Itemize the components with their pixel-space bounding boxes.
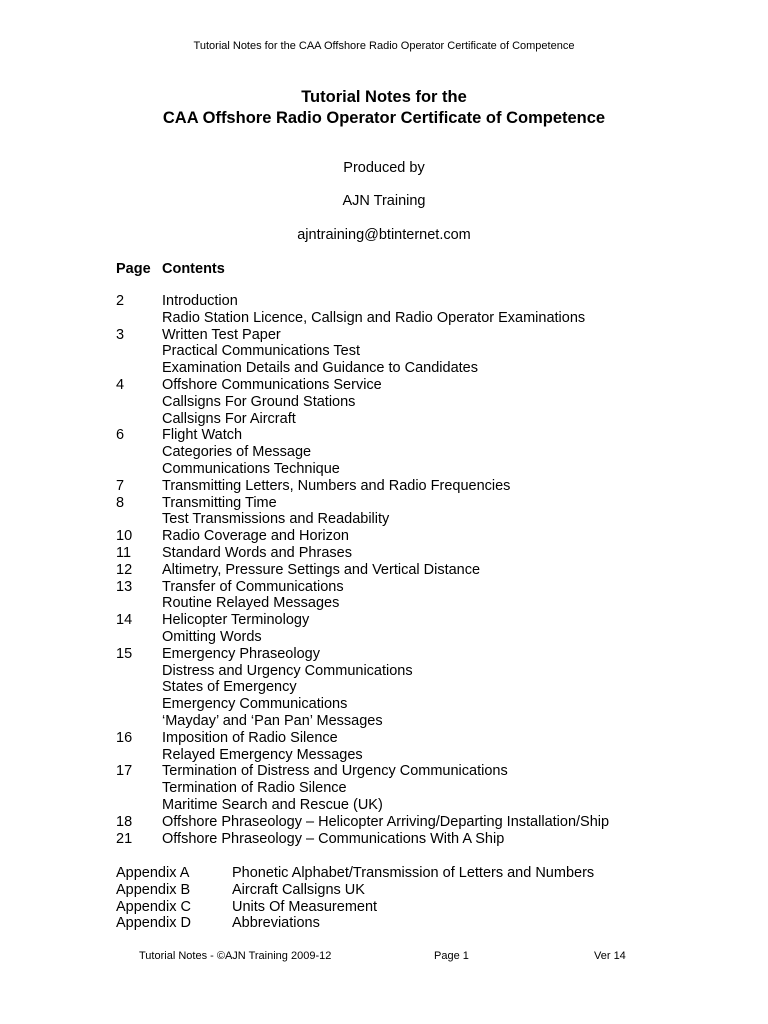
toc-entry-title: Offshore Phraseology – Helicopter Arriving/Departing Installation/Ship: [162, 813, 610, 830]
toc-page-number: 8: [116, 494, 125, 511]
toc-row: [116, 511, 676, 528]
toc-page-number: 17: [116, 763, 133, 780]
toc-entry-title: States of Emergency: [162, 679, 297, 696]
toc-row: [116, 780, 676, 797]
toc-entry-title: Relayed Emergency Messages: [162, 746, 363, 763]
toc-row: [116, 528, 676, 545]
toc-page-number: 11: [116, 544, 132, 561]
toc-page-number: [116, 411, 162, 428]
toc-entry-title: ‘Mayday’ and ‘Pan Pan’ Messages: [162, 712, 383, 729]
toc-page-number: 7: [116, 477, 125, 494]
toc-entry-title: Emergency Communications: [162, 696, 348, 713]
appendix-title: Abbreviations: [232, 915, 320, 932]
contents-list: [116, 293, 676, 847]
appendix-row: [116, 899, 676, 916]
toc-entry-title: Emergency Phraseology: [162, 645, 320, 662]
toc-entry-title: Practical Communications Test: [162, 343, 360, 360]
toc-row: [116, 293, 676, 310]
toc-page-number: [116, 747, 162, 764]
toc-entry-title: Termination of Distress and Urgency Communications: [162, 763, 508, 780]
toc-entry-title: Routine Relayed Messages: [162, 595, 340, 612]
document-title: [0, 87, 768, 129]
toc-entry-title: Distress and Urgency Communications: [162, 662, 413, 679]
toc-entry-title: Flight Watch: [162, 427, 243, 444]
toc-entry-title: Termination of Radio Silence: [162, 780, 347, 797]
appendix-row: [116, 865, 676, 882]
toc-page-number: 6: [116, 427, 125, 444]
toc-row: [116, 814, 676, 831]
toc-row: [116, 444, 676, 461]
toc-row: [116, 310, 676, 327]
toc-entry-title: Radio Station Licence, Callsign and Radio Operator Examinations: [162, 309, 586, 326]
toc-page-number: 21: [116, 830, 133, 847]
toc-entry-title: Test Transmissions and Readability: [162, 511, 390, 528]
toc-page-number: [116, 679, 162, 696]
appendix-title: Aircraft Callsigns UK: [232, 881, 365, 898]
toc-page-number: [116, 360, 162, 377]
page-column-heading: Page: [116, 261, 151, 277]
toc-row: [116, 730, 676, 747]
toc-page-number: [116, 461, 162, 478]
toc-row: [116, 595, 676, 612]
toc-entry-title: Altimetry, Pressure Settings and Vertical Distance: [162, 561, 481, 578]
toc-page-number: [116, 595, 162, 612]
contents-header: [116, 261, 225, 277]
toc-entry-title: Callsigns For Ground Stations: [162, 393, 356, 410]
toc-page-number: [116, 696, 162, 713]
toc-page-number: [116, 629, 162, 646]
toc-row: [116, 495, 676, 512]
toc-page-number: 10: [116, 528, 133, 545]
toc-row: [116, 545, 676, 562]
title-line-1: Tutorial Notes for the: [301, 88, 467, 106]
toc-page-number: [116, 713, 162, 730]
toc-page-number: 12: [116, 561, 133, 578]
producer-name: AJN Training: [342, 193, 426, 209]
contents-column-heading: Contents: [162, 261, 225, 277]
footer-copyright: Tutorial Notes - ©AJN Training 2009-12: [139, 950, 332, 962]
toc-page-number: [116, 511, 162, 528]
appendix-label: Appendix D: [116, 915, 191, 932]
toc-page-number: 2: [116, 293, 125, 309]
toc-row: [116, 461, 676, 478]
toc-page-number: [116, 444, 162, 461]
toc-page-number: 3: [116, 326, 125, 343]
appendix-title: Phonetic Alphabet/Transmission of Letters and Numbers: [232, 865, 595, 881]
toc-page-number: 4: [116, 376, 125, 393]
appendix-label: Appendix B: [116, 881, 191, 898]
toc-row: [116, 747, 676, 764]
appendix-label: Appendix A: [116, 865, 190, 881]
toc-entry-title: Offshore Phraseology – Communications With A Ship: [162, 830, 505, 847]
toc-entry-title: Omitting Words: [162, 628, 262, 645]
toc-row: [116, 763, 676, 780]
toc-row: [116, 646, 676, 663]
toc-page-number: [116, 394, 162, 411]
toc-row: [116, 579, 676, 596]
toc-row: [116, 343, 676, 360]
toc-entry-title: Callsigns For Aircraft: [162, 410, 296, 427]
produced-by: Produced by: [343, 160, 425, 176]
appendix-row: [116, 915, 676, 932]
toc-row: [116, 629, 676, 646]
toc-entry-title: Introduction: [162, 293, 238, 309]
toc-page-number: 18: [116, 813, 133, 830]
toc-row: [116, 696, 676, 713]
toc-row: [116, 679, 676, 696]
toc-page-number: [116, 343, 162, 360]
toc-row: [116, 327, 676, 344]
toc-row: [116, 411, 676, 428]
toc-row: [116, 377, 676, 394]
footer-page-number: Page 1: [434, 950, 469, 962]
toc-row: [116, 831, 676, 848]
toc-page-number: [116, 797, 162, 814]
toc-row: [116, 713, 676, 730]
appendix-row: [116, 882, 676, 899]
toc-entry-title: Communications Technique: [162, 460, 340, 477]
toc-page-number: [116, 780, 162, 797]
toc-row: [116, 663, 676, 680]
toc-entry-title: Imposition of Radio Silence: [162, 729, 338, 746]
footer-version: Ver 14: [594, 950, 626, 962]
toc-entry-title: Radio Coverage and Horizon: [162, 528, 349, 545]
producer-email: ajntraining@btinternet.com: [297, 227, 471, 243]
toc-entry-title: Transmitting Letters, Numbers and Radio Frequencies: [162, 477, 511, 494]
toc-page-number: 14: [116, 612, 133, 629]
toc-row: [116, 394, 676, 411]
toc-page-number: [116, 663, 162, 680]
running-header: Tutorial Notes for the CAA Offshore Radio Operator Certificate of Competence: [193, 40, 575, 52]
toc-entry-title: Transfer of Communications: [162, 578, 344, 595]
toc-page-number: 13: [116, 578, 133, 595]
toc-row: [116, 478, 676, 495]
toc-entry-title: Standard Words and Phrases: [162, 544, 352, 561]
toc-page-number: [116, 310, 162, 327]
appendix-list: [116, 865, 676, 932]
toc-row: [116, 427, 676, 444]
page-footer: [0, 950, 768, 966]
toc-entry-title: Maritime Search and Rescue (UK): [162, 796, 383, 813]
toc-entry-title: Helicopter Terminology: [162, 612, 310, 629]
toc-row: [116, 612, 676, 629]
toc-row: [116, 797, 676, 814]
toc-entry-title: Categories of Message: [162, 444, 312, 461]
title-line-2: CAA Offshore Radio Operator Certificate of Competence: [162, 109, 606, 127]
toc-entry-title: Transmitting Time: [162, 494, 277, 511]
toc-page-number: 15: [116, 645, 133, 662]
toc-row: [116, 562, 676, 579]
toc-entry-title: Examination Details and Guidance to Candidates: [162, 360, 478, 377]
toc-page-number: 16: [116, 729, 133, 746]
appendix-label: Appendix C: [116, 898, 191, 915]
toc-row: [116, 360, 676, 377]
appendix-title: Units Of Measurement: [232, 898, 378, 915]
toc-entry-title: Offshore Communications Service: [162, 376, 382, 393]
toc-entry-title: Written Test Paper: [162, 326, 281, 343]
